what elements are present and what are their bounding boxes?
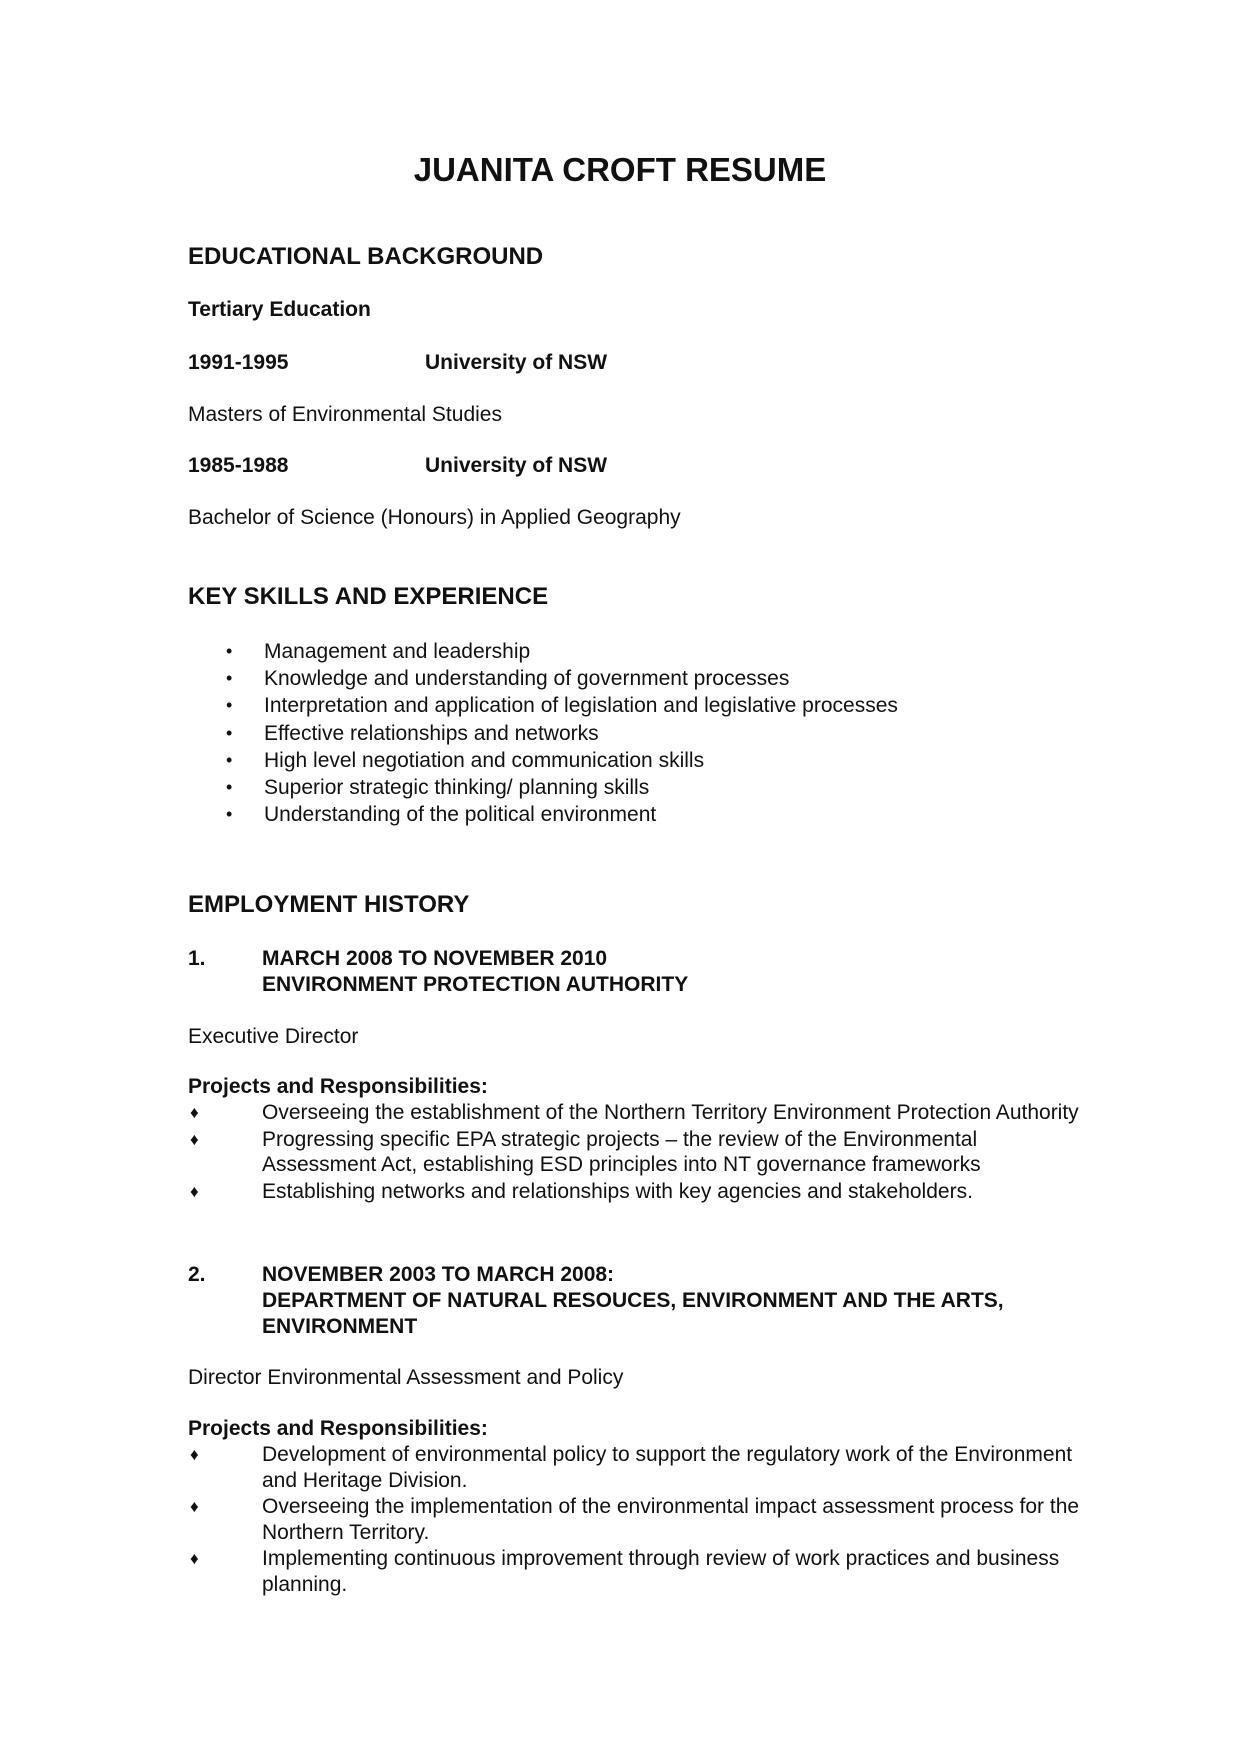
education-institution-1: University of NSW <box>425 351 608 374</box>
job-responsibilities-1 <box>188 1100 1088 1205</box>
education-years-1: 1991-1995 <box>188 351 289 374</box>
education-heading: EDUCATIONAL BACKGROUND <box>188 243 544 270</box>
responsibility-item: ♦ Establishing networks and relationships with key agencies and stakeholders. <box>190 1179 973 1203</box>
job-organisation-2-line-2: ENVIRONMENT <box>262 1315 418 1338</box>
skill-item: • Management and leadership <box>226 640 531 663</box>
skills-list <box>188 638 898 828</box>
responsibility-item: ♦ Progressing specific EPA strategic projects – the review of the Environmental Assessment Act, establishing ESD principles into NT governance frameworks <box>190 1127 981 1177</box>
skill-item: • Effective relationships and networks <box>226 721 599 745</box>
job-role-2: Director Environmental Assessment and Policy <box>188 1366 624 1389</box>
diamond-bullet-icon: ♦ <box>190 1497 199 1517</box>
bullet-icon: • <box>226 695 233 716</box>
resume-title: JUANITA CROFT RESUME <box>413 151 827 188</box>
diamond-bullet-icon: ♦ <box>190 1549 199 1569</box>
skills-heading: KEY SKILLS AND EXPERIENCE <box>188 583 549 610</box>
responsibility-item: ♦ Overseeing the establishment of the Northern Territory Environment Protection Authority <box>190 1101 1079 1124</box>
education-degree-2: Bachelor of Science (Honours) in Applied Geography <box>188 506 681 529</box>
bullet-icon: • <box>226 804 233 825</box>
skill-item: • Superior strategic thinking/ planning skills <box>226 775 650 799</box>
job-number-2: 2. <box>188 1263 206 1286</box>
skill-item: • Interpretation and application of legislation and legislative processes <box>226 694 898 718</box>
bullet-icon: • <box>226 749 233 770</box>
job-period-1: MARCH 2008 TO NOVEMBER 2010 <box>262 947 608 970</box>
employment-heading: EMPLOYMENT HISTORY <box>188 891 470 918</box>
bullet-icon: • <box>226 776 233 797</box>
skill-item: • Understanding of the political environment <box>226 803 657 827</box>
education-degree-1: Masters of Environmental Studies <box>188 403 502 426</box>
responsibility-item: ♦ Development of environmental policy to support the regulatory work of the Environment and Heritage Division. <box>190 1443 1073 1492</box>
job-responsibilities-2 <box>188 1442 1088 1599</box>
bullet-icon: • <box>226 722 233 743</box>
job-number-1: 1. <box>188 947 206 970</box>
diamond-bullet-icon: ♦ <box>190 1103 199 1122</box>
diamond-bullet-icon: ♦ <box>190 1445 199 1464</box>
diamond-bullet-icon: ♦ <box>190 1181 199 1201</box>
education-institution-2: University of NSW <box>425 454 608 477</box>
job-organisation-2-line-1: DEPARTMENT OF NATURAL RESOUCES, ENVIRONMENT AND THE ARTS, <box>262 1289 1004 1312</box>
job-role-1: Executive Director <box>188 1025 359 1048</box>
responsibility-item: ♦ Overseeing the implementation of the environmental impact assessment process for the Northern Territory. <box>190 1495 1080 1544</box>
skill-item: • Knowledge and understanding of government processes <box>226 667 790 691</box>
skill-item: • High level negotiation and communication skills <box>226 748 705 772</box>
job-organisation-1: ENVIRONMENT PROTECTION AUTHORITY <box>262 973 689 996</box>
bullet-icon: • <box>226 641 233 661</box>
education-years-2: 1985-1988 <box>188 454 289 477</box>
tertiary-education-subheading: Tertiary Education <box>188 298 371 321</box>
job-resp-heading-2: Projects and Responsibilities: <box>188 1417 488 1440</box>
job-resp-heading-1: Projects and Responsibilities: <box>188 1075 488 1098</box>
job-period-2: NOVEMBER 2003 TO MARCH 2008: <box>262 1263 615 1286</box>
responsibility-item: ♦ Implementing continuous improvement through review of work practices and business planning. <box>190 1547 1060 1596</box>
bullet-icon: • <box>226 668 233 689</box>
diamond-bullet-icon: ♦ <box>190 1129 199 1149</box>
